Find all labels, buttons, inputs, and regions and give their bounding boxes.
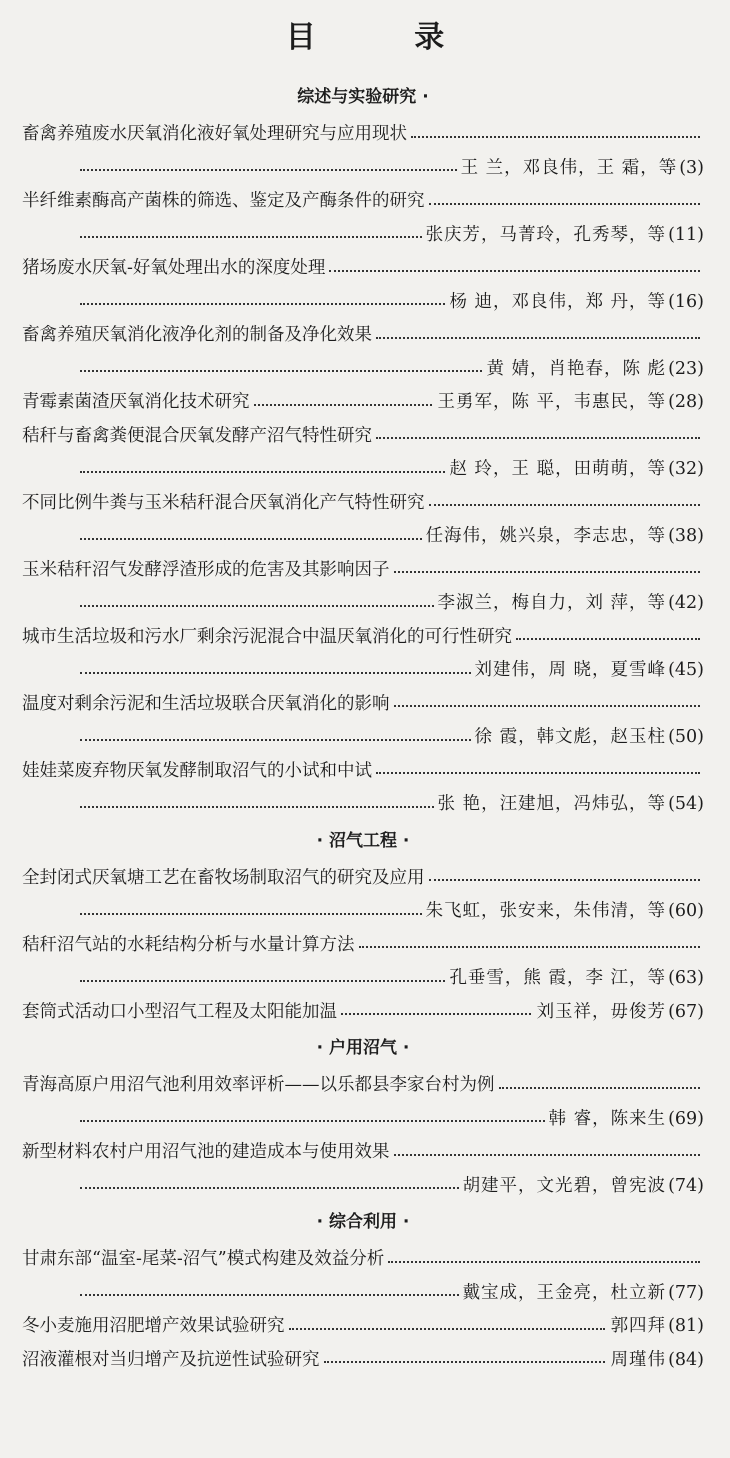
toc-entry[interactable] — [22, 755, 704, 822]
entry-title: 城市生活垃圾和污水厂剩余污泥混合中温厌氧消化的可行性研究 — [22, 626, 512, 647]
leader-dots — [80, 806, 434, 808]
section-heading: 综述与实验研究 · — [297, 87, 429, 107]
leader-dots — [80, 538, 422, 540]
entry-title: 甘肃东部“温室-尾菜-沼气”模式构建及效益分析 — [22, 1249, 385, 1269]
entry-title: 冬小麦施用沼肥增产效果试验研究 — [22, 1316, 285, 1336]
entry-page: (23) — [668, 358, 704, 379]
entry-authors: 李淑兰，梅自力，刘 萍，等 — [437, 593, 667, 613]
entry-page: (16) — [668, 291, 704, 312]
entry-page: (38) — [668, 526, 704, 546]
leader-dots — [394, 571, 701, 573]
entry-title: 不同比例牛粪与玉米秸秆混合厌氧消化产气特性研究 — [22, 492, 425, 513]
toc-entry[interactable] — [22, 487, 704, 554]
entry-authors: 刘玉祥，毋俊芳 — [536, 1001, 667, 1022]
entry-title: 青霉素菌渣厌氧消化技术研究 — [22, 392, 250, 412]
leader-dots — [429, 879, 701, 881]
toc-entry[interactable] — [22, 688, 704, 755]
leader-dots — [394, 705, 701, 707]
entry-page: (81) — [668, 1316, 704, 1336]
leader-dots — [516, 638, 700, 640]
entry-page: (54) — [668, 794, 704, 814]
leader-dots — [80, 1294, 459, 1296]
leader-dots — [80, 169, 457, 171]
entry-page: (60) — [668, 901, 704, 921]
entry-title: 秸秆与畜禽粪便混合厌氧发酵产沼气特性研究 — [22, 425, 372, 446]
entry-authors: 朱飞虹，张安来，朱伟清，等 — [425, 901, 667, 921]
entry-title: 玉米秸秆沼气发酵浮渣形成的危害及其影响因子 — [22, 559, 390, 580]
entry-page: (74) — [668, 1175, 704, 1196]
entry-page: (63) — [668, 968, 704, 988]
entry-title: 娃娃菜废弃物厌氧发酵制取沼气的小试和中试 — [22, 760, 372, 781]
leader-dots — [289, 1328, 605, 1330]
entry-authors: 徐 霞，韩文彪，赵玉柱 — [474, 727, 667, 747]
entry-title: 青海高原户用沼气池利用效率评析——以乐都县李家台村为例 — [22, 1075, 495, 1095]
entry-page: (84) — [668, 1349, 704, 1370]
leader-dots — [80, 980, 445, 982]
entry-authors: 张 艳，汪建旭，冯炜弘，等 — [437, 794, 667, 814]
leader-dots — [80, 1187, 459, 1189]
toc-entry[interactable] — [22, 420, 704, 487]
entry-page: (69) — [668, 1108, 704, 1129]
toc-entry[interactable] — [22, 929, 704, 996]
section-heading: · 沼气工程 · — [316, 830, 410, 851]
leader-dots — [254, 404, 432, 406]
entry-title: 畜禽养殖废水厌氧消化液好氧处理研究与应用现状 — [22, 124, 407, 144]
leader-dots — [80, 236, 422, 238]
entry-authors: 孔垂雪，熊 霞，李 江，等 — [449, 968, 667, 988]
section-heading: · 户用沼气 · — [316, 1038, 410, 1058]
leader-dots — [80, 303, 445, 305]
leader-dots — [80, 370, 482, 372]
entry-page: (28) — [668, 392, 704, 412]
toc-entry[interactable] — [22, 862, 704, 929]
entry-authors: 戴宝成，王金亮，杜立新 — [462, 1282, 667, 1303]
leader-dots — [388, 1261, 700, 1263]
leader-dots — [341, 1013, 531, 1015]
entry-page: (45) — [668, 660, 704, 680]
entry-title: 秸秆沼气站的水耗结构分析与水量计算方法 — [22, 934, 355, 955]
leader-dots — [359, 946, 701, 948]
leader-dots — [429, 504, 701, 506]
leader-dots — [80, 471, 445, 473]
toc-entry[interactable] — [22, 319, 704, 386]
leader-dots — [376, 772, 700, 774]
entry-title: 半纤维素酶高产菌株的筛选、鉴定及产酶条件的研究 — [22, 191, 425, 211]
entry-page: (77) — [668, 1282, 704, 1303]
toc-entry[interactable] — [22, 1069, 704, 1136]
leader-dots — [80, 605, 434, 607]
leader-dots — [329, 270, 700, 272]
entry-authors: 周瑾伟 — [610, 1349, 667, 1370]
entry-page: (67) — [668, 1001, 704, 1022]
entry-authors: 张庆芳，马菁玲，孔秀琴，等 — [425, 224, 667, 245]
entry-page: (11) — [668, 224, 704, 245]
entry-authors: 黄 婧，肖艳春，陈 彪 — [486, 358, 667, 379]
entry-title: 套筒式活动口小型沼气工程及太阳能加温 — [22, 1001, 337, 1022]
entry-authors: 郭四拜 — [610, 1316, 667, 1336]
leader-dots — [411, 136, 700, 138]
entry-page: (3) — [679, 157, 704, 178]
section-heading: · 综合利用 · — [316, 1212, 410, 1232]
leader-dots — [80, 739, 471, 741]
entry-title: 沼液灌根对当归增产及抗逆性试验研究 — [22, 1349, 320, 1370]
toc-entry[interactable] — [22, 1136, 704, 1203]
entry-authors: 刘建伟，周 晓，夏雪峰 — [474, 660, 667, 680]
toc-entry[interactable] — [22, 554, 704, 621]
leader-dots — [376, 437, 700, 439]
leader-dots — [394, 1154, 701, 1156]
entry-page: (50) — [668, 727, 704, 747]
entry-title: 全封闭式厌氧塘工艺在畜牧场制取沼气的研究及应用 — [22, 867, 425, 888]
toc-entry[interactable] — [22, 252, 704, 319]
entry-authors: 王勇军，陈 平，韦惠民，等 — [437, 392, 667, 412]
leader-dots — [376, 337, 700, 339]
entry-authors: 任海伟，姚兴泉，李志忠，等 — [425, 526, 667, 546]
page-title: 目 录 — [285, 20, 489, 55]
entry-authors: 杨 迪，邓良伟，郑 丹，等 — [449, 291, 667, 312]
toc-entry[interactable] — [22, 185, 704, 252]
entry-page: (42) — [668, 593, 704, 613]
toc-entry[interactable] — [22, 386, 704, 420]
entry-page: (32) — [668, 459, 704, 479]
leader-dots — [80, 913, 422, 915]
leader-dots — [80, 672, 471, 674]
toc-entry[interactable] — [22, 996, 704, 1030]
toc-entry[interactable] — [22, 1344, 704, 1378]
entry-title: 新型材料农村户用沼气池的建造成本与使用效果 — [22, 1142, 390, 1162]
entry-title: 温度对剩余污泥和生活垃圾联合厌氧消化的影响 — [22, 693, 390, 714]
entry-title: 猪场废水厌氧-好氧处理出水的深度处理 — [22, 258, 326, 278]
leader-dots — [80, 1120, 545, 1122]
toc-list — [22, 78, 704, 1377]
entry-title: 畜禽养殖厌氧消化液净化剂的制备及净化效果 — [22, 325, 372, 345]
entry-authors: 韩 睿，陈来生 — [548, 1108, 667, 1129]
toc-entry[interactable] — [22, 118, 704, 185]
leader-dots — [499, 1087, 701, 1089]
leader-dots — [324, 1361, 605, 1363]
leader-dots — [429, 203, 701, 205]
entry-authors: 王 兰，邓良伟，王 霜，等 — [460, 157, 678, 178]
toc-entry[interactable] — [22, 1243, 704, 1310]
entry-authors: 胡建平，文光碧，曾宪波 — [462, 1175, 667, 1196]
entry-authors: 赵 玲，王 聪，田萌萌，等 — [449, 459, 667, 479]
toc-entry[interactable] — [22, 1310, 704, 1344]
toc-entry[interactable] — [22, 621, 704, 688]
